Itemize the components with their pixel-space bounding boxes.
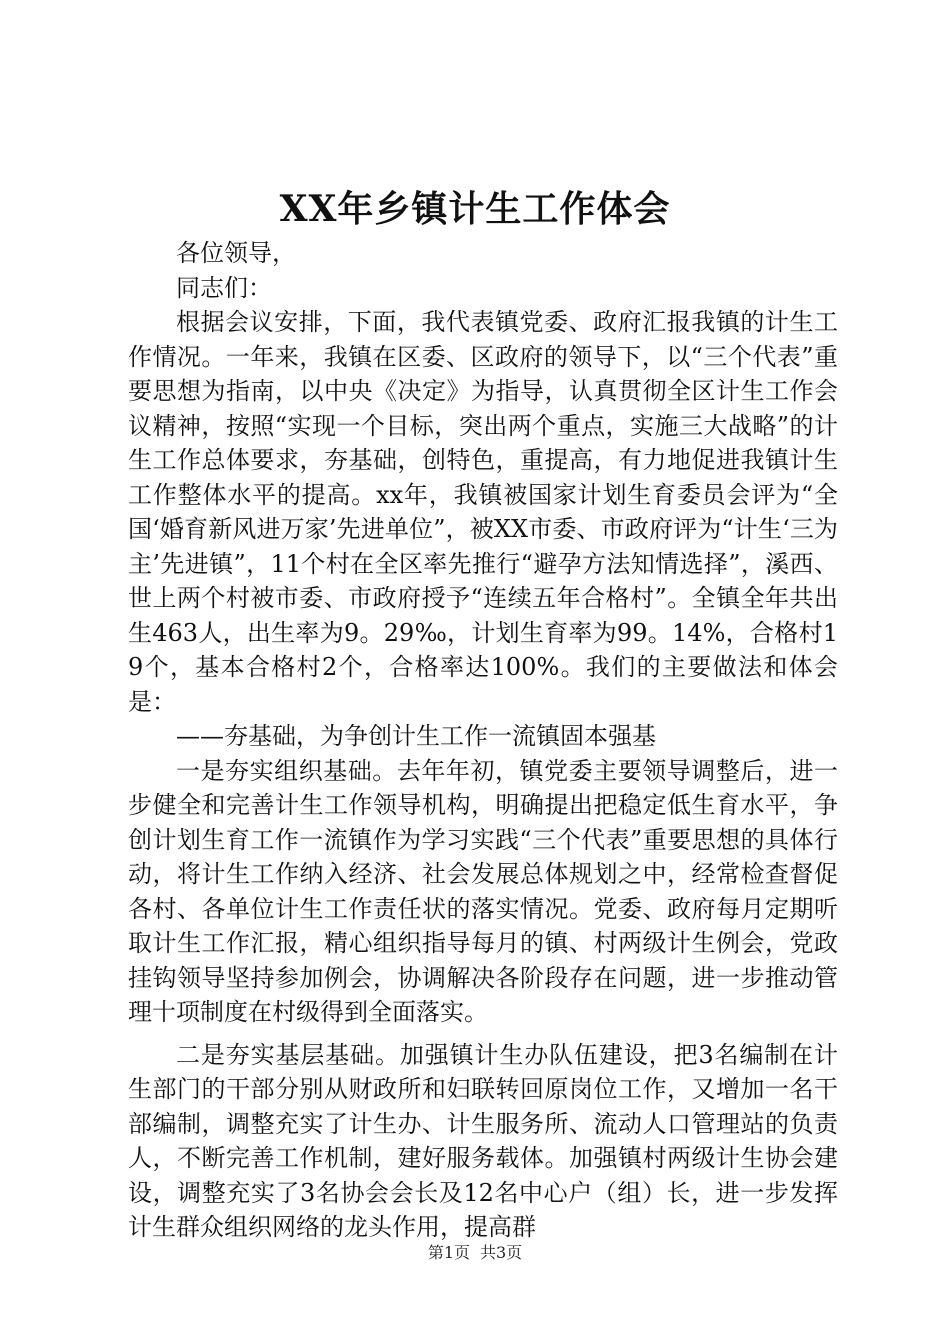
paragraph-organization-foundation: 一是夯实组织基础。去年年初，镇党委主要领导调整后，进一步健全和完善计生工作领导机构，明确提出把稳定低生育水平，争创计划生育工作一流镇作为学习实践“三个代表”重要思想的具体行动，将计生工作纳入经济、社会发展总体规划之中，经常检查督促各村、各单位计生工作责任状的落实情况。党委、政府每月定期听取计生工作汇报，精心组织指导每月的镇、村两级计生例会，党政挂钩领导坚持参加例会，协调解决各阶段存在问题，进一步推动管理十项制度在村级得到全面落实。	[128, 756, 838, 1026]
page-number: 第1页	[427, 1243, 470, 1262]
page-footer	[0, 1242, 950, 1264]
salutation-leaders: 各位领导，	[176, 239, 296, 267]
salutation-comrades: 同志们：	[176, 273, 272, 302]
section-heading: ——夯基础，为争创计生工作一流镇固本强基	[176, 722, 656, 750]
document-title: XX年乡镇计生工作体会	[279, 188, 671, 230]
intro-paragraph: 根据会议安排，下面，我代表镇党委、政府汇报我镇的计生工作情况。一年来，我镇在区委、区政府的领导下，以“三个代表”重要思想为指南，以中央《决定》为指导，认真贯彻全区计生工作会议精神，按照“实现一个目标，突出两个重点，实施三大战略”的计生工作总体要求，夯基础，创特色，重提高，有力地促进我镇计生工作整体水平的提高。xx年，我镇被国家计划生育委员会评为“全国‘婚育新风进万家’先进单位”，被XX市委、市政府评为“计生‘三为主’先进镇”，11个村在全区率先推行“避孕方法知情选择”，溪西、世上两个村被市委、市政府授予“连续五年合格村”。全镇全年共出生463人，出生率为9。29‰，计划生育率为99。14%，合格村19个，基本合格村2个，合格率达100%。我们的主要做法和体会是：	[128, 308, 838, 716]
page-total: 共3页	[480, 1243, 523, 1262]
paragraph-grassroots-foundation: 二是夯实基层基础。加强镇计生办队伍建设，把3名编制在计生部门的干部分别从财政所和妇联转回原岗位工作，又增加一名干部编制，调整充实了计生办、计生服务所、流动人口管理站的负责人，不断完善工作机制，建好服务载体。加强镇村两级计生协会建设，调整充实了3名协会会长及12名中心户（组）长，进一步发挥计生群众组织网络的龙头作用，提高群	[128, 1040, 838, 1241]
document-body	[128, 236, 838, 1245]
